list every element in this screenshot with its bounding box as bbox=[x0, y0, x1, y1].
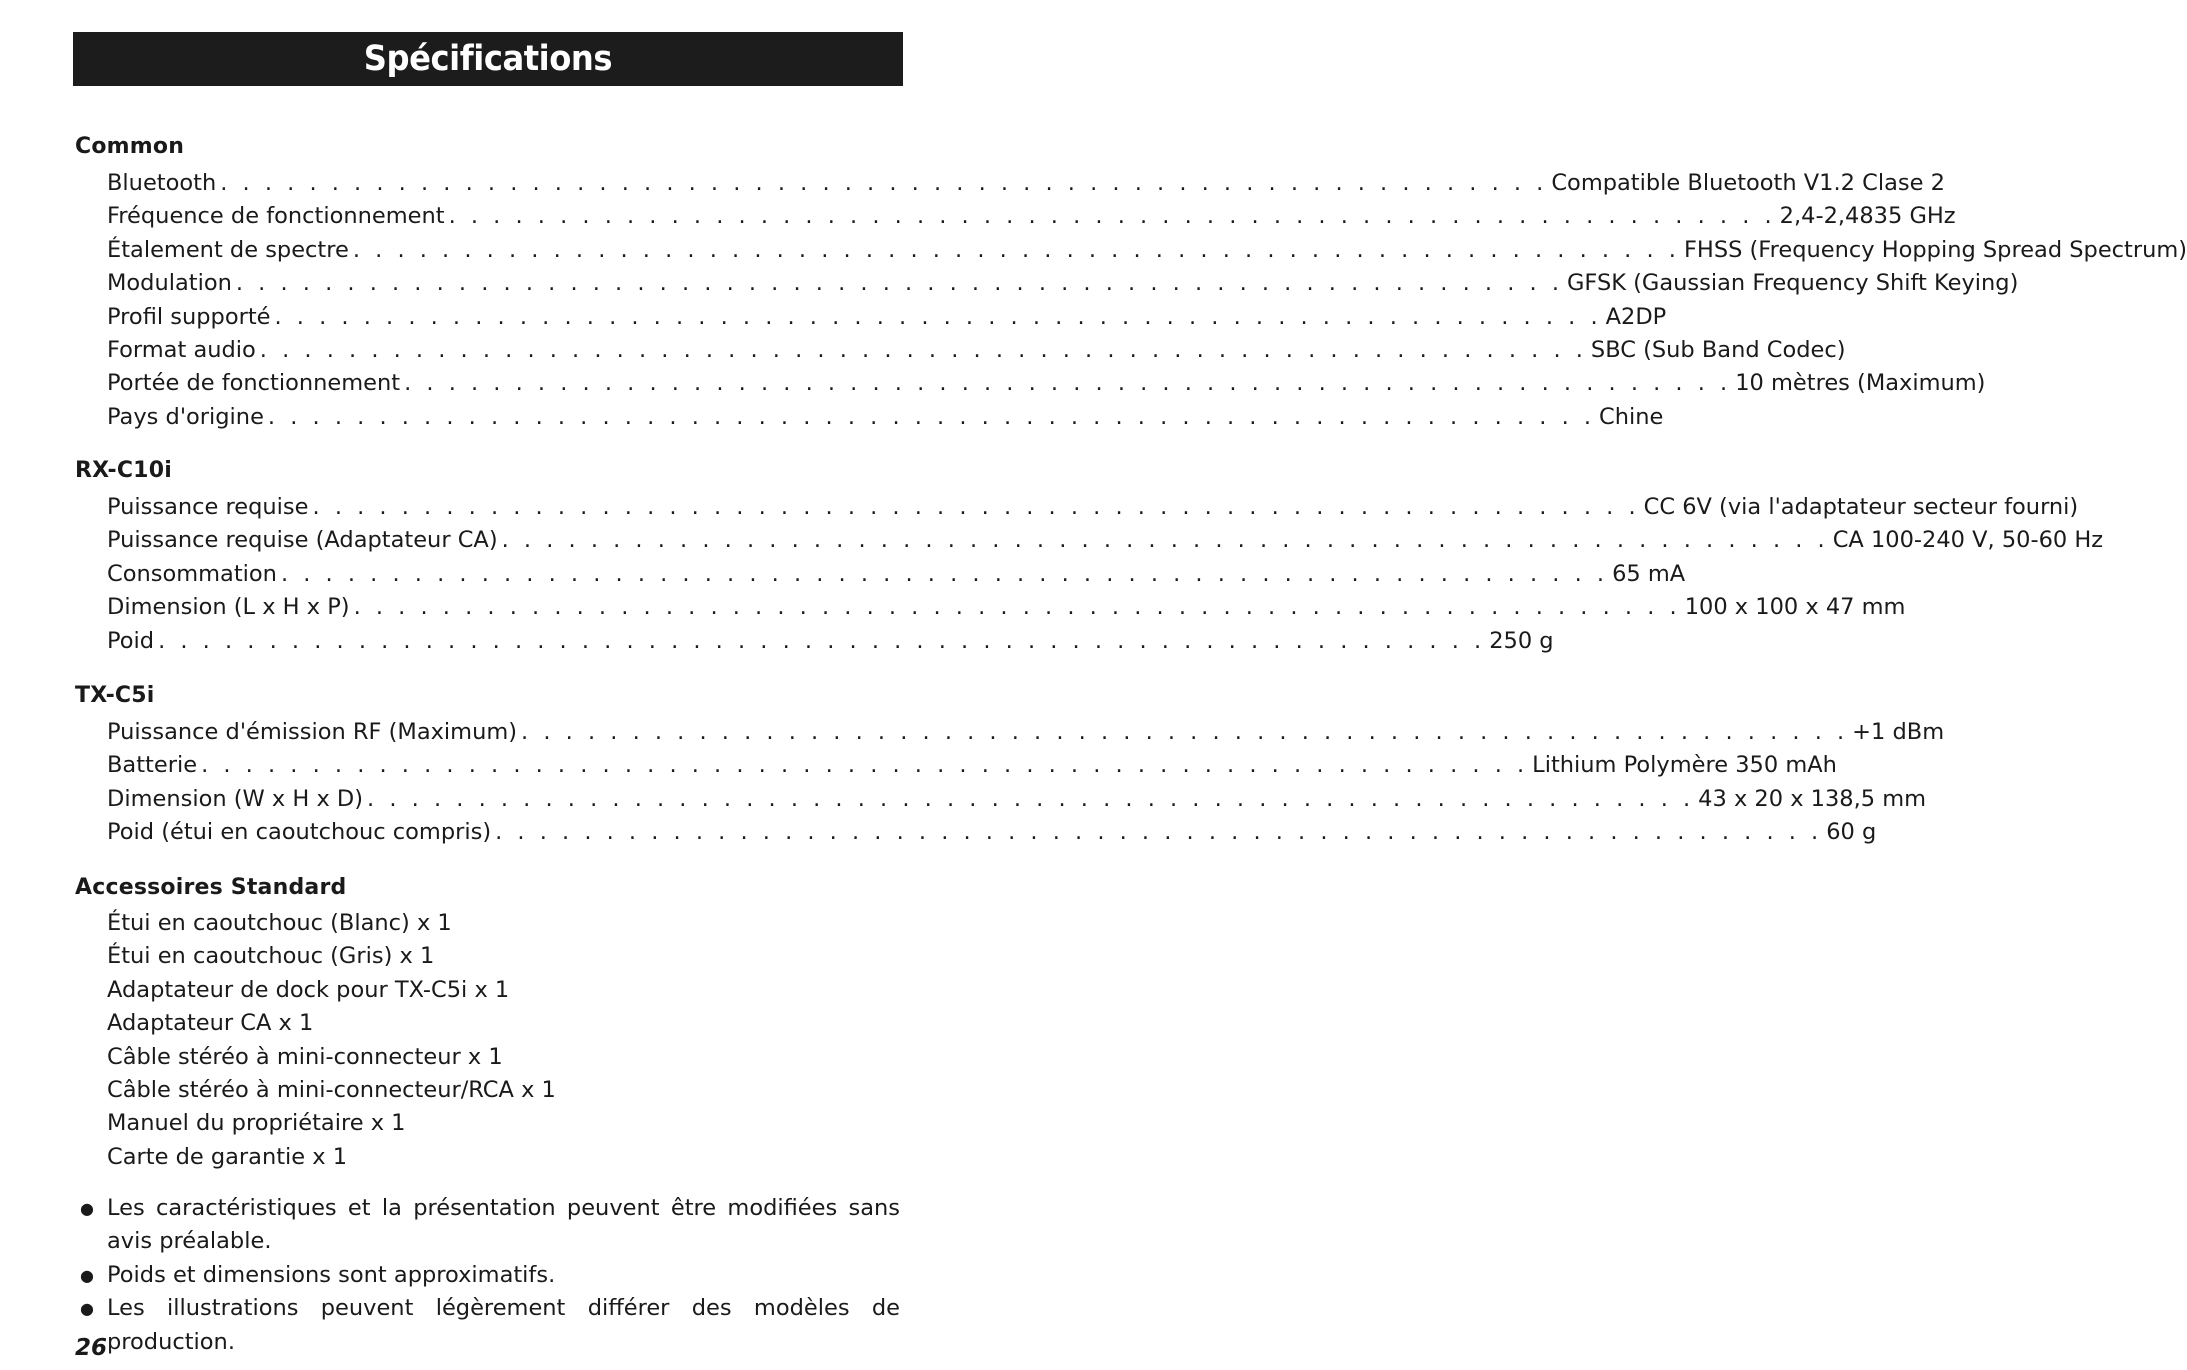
note-text: Poids et dimensions sont approximatifs. bbox=[107, 1261, 556, 1288]
accessory-item: Adaptateur de dock pour TX-C5i x 1 bbox=[107, 976, 510, 1003]
spec-value: 2,4-2,4835 GHz bbox=[1779, 203, 1956, 230]
leader-dots: . . . . . . . . . . . . . . . . . . . . . . . . . . . . . . . . . . . . . . . . . . . . . . . . . . . . . . . . . . . . bbox=[495, 819, 1823, 846]
spec-value: A2DP bbox=[1605, 303, 1667, 330]
spec-value: 10 mètres (Maximum) bbox=[1735, 370, 1986, 397]
spec-row bbox=[107, 816, 1877, 849]
spec-label: Étalement de spectre bbox=[107, 236, 349, 263]
note-item bbox=[80, 1259, 900, 1292]
leader-dots: . . . . . . . . . . . . . . . . . . . . . . . . . . . . . . . . . . . . . . . . . . . . . . . . . . . . . . . . . . . . bbox=[259, 336, 1587, 363]
leader-dots: . . . . . . . . . . . . . . . . . . . . . . . . . . . . . . . . . . . . . . . . . . . . . . . . . . . . . . . . . . . . bbox=[312, 494, 1640, 520]
spec-value: GFSK (Gaussian Frequency Shift Keying) bbox=[1566, 270, 2019, 297]
spec-value: 250 g bbox=[1489, 627, 1554, 654]
section-heading: Accessoires Standard bbox=[75, 875, 347, 900]
spec-row bbox=[107, 524, 2104, 557]
spec-row bbox=[107, 301, 1667, 334]
spec-row bbox=[107, 334, 1846, 367]
spec-value: Chine bbox=[1599, 403, 1664, 430]
spec-row bbox=[107, 783, 1927, 816]
bullet-icon: ● bbox=[80, 1199, 94, 1218]
spec-label: Dimension (W x H x D) bbox=[107, 785, 364, 812]
section-heading: TX-C5i bbox=[75, 683, 155, 708]
leader-dots: . . . . . . . . . . . . . . . . . . . . . . . . . . . . . . . . . . . . . . . . . . . . . . . . . . . . . . . . . . . . bbox=[353, 594, 1681, 621]
spec-label: Puissance requise bbox=[107, 494, 309, 520]
section-tx-c5i bbox=[75, 681, 1945, 850]
spec-list bbox=[107, 167, 2187, 434]
spec-label: Pays d'origine bbox=[107, 403, 264, 430]
accessory-list bbox=[107, 907, 900, 1174]
spec-row bbox=[107, 200, 1956, 233]
spec-label: Consommation bbox=[107, 560, 277, 587]
section-heading: Common bbox=[75, 134, 185, 159]
accessory-item: Câble stéréo à mini-connecteur x 1 bbox=[107, 1043, 503, 1070]
note-item bbox=[80, 1292, 900, 1359]
leader-dots: . . . . . . . . . . . . . . . . . . . . . . . . . . . . . . . . . . . . . . . . . . . . . . . . . . . . . . . . . . . . bbox=[404, 370, 1732, 397]
spec-list bbox=[107, 716, 1945, 850]
spec-value: CA 100-240 V, 50-60 Hz bbox=[1832, 527, 2104, 554]
bullet-icon: ● bbox=[80, 1299, 94, 1319]
spec-label: Fréquence de fonctionnement bbox=[107, 203, 445, 230]
spec-row bbox=[107, 401, 1664, 434]
spec-list bbox=[107, 491, 2104, 658]
leader-dots: . . . . . . . . . . . . . . . . . . . . . . . . . . . . . . . . . . . . . . . . . . . . . . . . . . . . . . . . . . . . bbox=[352, 236, 1680, 263]
spec-value: 43 x 20 x 138,5 mm bbox=[1698, 785, 1927, 812]
leader-dots: . . . . . . . . . . . . . . . . . . . . . . . . . . . . . . . . . . . . . . . . . . . . . . . . . . . . . . . . . . . . bbox=[280, 560, 1609, 587]
leader-dots: . . . . . . . . . . . . . . . . . . . . . . . . . . . . . . . . . . . . . . . . . . . . . . . . . . . . . . . . . . . . bbox=[367, 785, 1695, 812]
leader-dots: . . . . . . . . . . . . . . . . . . . . . . . . . . . . . . . . . . . . . . . . . . . . . . . . . . . . . . . . . . . . bbox=[201, 752, 1529, 779]
leader-dots: . . . . . . . . . . . . . . . . . . . . . . . . . . . . . . . . . . . . . . . . . . . . . . . . . . . . . . . . . . . . bbox=[274, 303, 1602, 330]
spec-label: Format audio bbox=[107, 336, 256, 363]
leader-dots: . . . . . . . . . . . . . . . . . . . . . . . . . . . . . . . . . . . . . . . . . . . . . . . . . . . . . . . . . . . . bbox=[220, 170, 1548, 196]
section-common bbox=[75, 132, 2187, 434]
spec-row bbox=[107, 267, 2019, 300]
spec-value: Lithium Polymère 350 mAh bbox=[1532, 752, 1837, 779]
accessory-item: Étui en caoutchouc (Gris) x 1 bbox=[107, 943, 435, 970]
spec-label: Portée de fonctionnement bbox=[107, 370, 401, 397]
spec-row bbox=[107, 625, 1554, 658]
spec-row bbox=[107, 749, 1837, 782]
spec-label: Dimension (L x H x P) bbox=[107, 594, 350, 621]
accessory-item: Carte de garantie x 1 bbox=[107, 1143, 348, 1170]
spec-value: 100 x 100 x 47 mm bbox=[1684, 594, 1906, 621]
spec-label: Modulation bbox=[107, 270, 232, 297]
spec-label: Bluetooth bbox=[107, 170, 217, 196]
spec-value: 65 mA bbox=[1612, 560, 1686, 587]
spec-row bbox=[107, 491, 2079, 524]
leader-dots: . . . . . . . . . . . . . . . . . . . . . . . . . . . . . . . . . . . . . . . . . . . . . . . . . . . . . . . . . . . . bbox=[158, 627, 1486, 654]
section-accessories bbox=[75, 873, 900, 1174]
bullet-icon: ● bbox=[80, 1265, 94, 1285]
spec-row bbox=[107, 167, 1945, 200]
spec-value: Compatible Bluetooth V1.2 Clase 2 bbox=[1551, 170, 1945, 196]
section-heading: RX-C10i bbox=[75, 458, 172, 483]
spec-value: 60 g bbox=[1826, 819, 1877, 846]
note-text: Les illustrations peuvent légèrement différer des modèles de production. bbox=[107, 1295, 900, 1355]
spec-value: CC 6V (via l'adaptateur secteur fourni) bbox=[1643, 494, 2079, 520]
section-rx-c10i bbox=[75, 456, 2104, 658]
spec-label: Puissance requise (Adaptateur CA) bbox=[107, 527, 498, 554]
leader-dots: . . . . . . . . . . . . . . . . . . . . . . . . . . . . . . . . . . . . . . . . . . . . . . . . . . . . . . . . . . . . bbox=[267, 403, 1596, 430]
spec-value: +1 dBm bbox=[1852, 719, 1945, 745]
leader-dots: . . . . . . . . . . . . . . . . . . . . . . . . . . . . . . . . . . . . . . . . . . . . . . . . . . . . . . . . . . . . bbox=[235, 270, 1563, 297]
spec-row bbox=[107, 716, 1945, 749]
spec-label: Profil supporté bbox=[107, 303, 271, 330]
accessory-item: Étui en caoutchouc (Blanc) x 1 bbox=[107, 910, 452, 936]
page-number: 26 bbox=[75, 1335, 108, 1361]
spec-label: Poid (étui en caoutchouc compris) bbox=[107, 819, 492, 846]
accessory-item: Adaptateur CA x 1 bbox=[107, 1010, 314, 1037]
leader-dots: . . . . . . . . . . . . . . . . . . . . . . . . . . . . . . . . . . . . . . . . . . . . . . . . . . . . . . . . . . . . bbox=[448, 203, 1776, 230]
spec-label: Puissance d'émission RF (Maximum) bbox=[107, 719, 518, 745]
page-title: Spécifications bbox=[363, 39, 613, 79]
spec-row bbox=[107, 591, 1906, 624]
spec-value: SBC (Sub Band Codec) bbox=[1590, 336, 1846, 363]
accessory-item: Manuel du propriétaire x 1 bbox=[107, 1110, 406, 1137]
accessory-item: Câble stéréo à mini-connecteur/RCA x 1 bbox=[107, 1076, 556, 1103]
spec-row bbox=[107, 367, 1986, 400]
spec-row bbox=[107, 234, 2187, 267]
note-text: Les caractéristiques et la présentation peuvent être modifiées sans avis préalable. bbox=[107, 1195, 900, 1255]
spec-label: Batterie bbox=[107, 752, 198, 779]
spec-value: FHSS (Frequency Hopping Spread Spectrum) bbox=[1683, 236, 2187, 263]
leader-dots: . . . . . . . . . . . . . . . . . . . . . . . . . . . . . . . . . . . . . . . . . . . . . . . . . . . . . . . . . . . . bbox=[501, 527, 1829, 554]
notes-list bbox=[80, 1192, 900, 1359]
spec-row bbox=[107, 558, 1686, 591]
spec-label: Poid bbox=[107, 627, 155, 654]
note-item bbox=[80, 1192, 900, 1259]
title-bar bbox=[73, 32, 903, 86]
leader-dots: . . . . . . . . . . . . . . . . . . . . . . . . . . . . . . . . . . . . . . . . . . . . . . . . . . . . . . . . . . . . bbox=[521, 719, 1849, 745]
